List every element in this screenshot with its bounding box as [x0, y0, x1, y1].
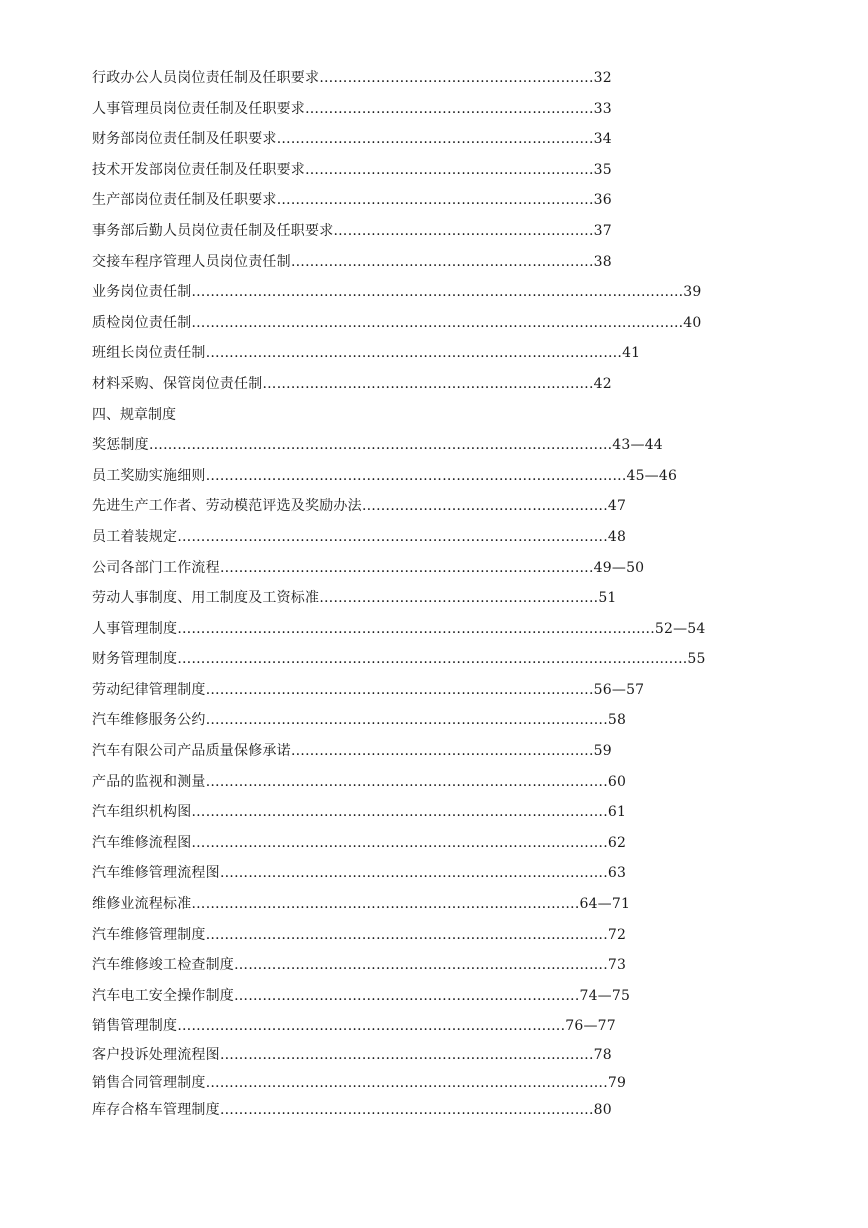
- toc-entry[interactable]: [92, 216, 792, 247]
- toc-entry-label: 汽车维修服务公约: [92, 712, 206, 729]
- toc-entry[interactable]: [92, 981, 792, 1012]
- toc-entry-leader: ………………………………………………………: [290, 743, 590, 760]
- toc-entry[interactable]: [92, 124, 792, 155]
- toc-entry[interactable]: [92, 247, 792, 278]
- toc-entry-page: .36: [589, 192, 612, 209]
- toc-entry-page: .34: [589, 131, 612, 148]
- toc-entry-label: 汽车电工安全操作制度: [92, 987, 234, 1004]
- toc-entry[interactable]: [92, 858, 792, 889]
- toc-entry-page: ...39: [669, 284, 702, 301]
- toc-entry-leader: ……………………………………………: [361, 498, 604, 515]
- toc-entry-leader: ………………………………………………: [333, 222, 590, 239]
- toc-entry-page: ...45—46: [612, 467, 678, 484]
- toc-entry[interactable]: [92, 889, 792, 920]
- toc-entry-page: ...43—44: [598, 437, 663, 454]
- toc-entry-label: 财务管理制度: [92, 651, 178, 668]
- toc-entry-label: 员工奖励实施细则: [92, 467, 206, 484]
- toc-entry-page: .74—75: [574, 987, 631, 1004]
- toc-entry-page: .58: [603, 712, 627, 729]
- toc-entry-leader: ……………………………………………………………: [262, 375, 590, 392]
- toc-entry[interactable]: [92, 522, 792, 553]
- toc-entry-leader: ……………………………………………………………………………: [191, 804, 604, 821]
- toc-entry[interactable]: [92, 308, 792, 339]
- toc-entry[interactable]: [92, 461, 792, 492]
- toc-entry[interactable]: [92, 430, 792, 461]
- toc-entry[interactable]: [92, 277, 792, 308]
- toc-entry-page: .61: [603, 804, 627, 821]
- toc-entry-page: .41: [617, 345, 641, 362]
- toc-entry-label: 汽车组织机构图: [92, 804, 192, 821]
- toc-entry-label: 汽车有限公司产品质量保修承诺: [92, 743, 291, 760]
- toc-entry-label: 汽车维修竣工检查制度: [92, 957, 234, 974]
- toc-entry-page: .38: [589, 253, 612, 270]
- toc-entry-leader: …………………………………………………: [319, 590, 590, 607]
- toc-entry[interactable]: [92, 1070, 792, 1098]
- toc-entry-leader: ……………………………………………………: [305, 161, 589, 178]
- toc-entry-page: .33: [589, 100, 612, 117]
- toc-entry-leader: ………………………………………………………: [290, 253, 590, 270]
- toc-entry-page: .42: [589, 375, 612, 392]
- toc-entry-label: 员工着装规定: [92, 528, 178, 545]
- toc-entry-label: 班组长岗位责任制: [92, 345, 206, 362]
- toc-entry-page: .80: [589, 1102, 612, 1118]
- toc-entry-page: .47: [603, 498, 627, 515]
- section-heading: 四、规章制度: [92, 406, 176, 423]
- toc-entry-leader: ………………………………………………………………………………: [177, 528, 604, 545]
- toc-entry-leader: …………………………………………………: [319, 70, 590, 86]
- toc-entry[interactable]: [92, 94, 792, 125]
- toc-entry-page: .48: [603, 528, 627, 545]
- toc-entry[interactable]: [92, 767, 792, 798]
- toc-entry-page: .59: [589, 743, 612, 760]
- toc-entry-page: .72: [603, 926, 627, 943]
- toc-entry[interactable]: [92, 797, 792, 828]
- toc-entry[interactable]: [92, 828, 792, 859]
- toc-entry-page: .64—71: [574, 896, 631, 913]
- toc-entry-label: 事务部后勤人员岗位责任制及任职要求: [92, 222, 334, 239]
- toc-entry-label: 先进生产工作者、劳动模范评选及奖励办法: [92, 498, 362, 515]
- toc-entry-leader: …………………………………………………………………………: [205, 712, 604, 729]
- toc-entry[interactable]: [92, 491, 792, 522]
- toc-entry-leader: ………………………………………………………………………: [219, 865, 604, 882]
- toc-entry[interactable]: [92, 1097, 792, 1125]
- table-of-contents: [92, 63, 792, 1125]
- toc-entry[interactable]: [92, 1011, 792, 1042]
- toc-entry-label: 汽车维修流程图: [92, 834, 192, 851]
- toc-entry-label: 维修业流程标准: [92, 896, 192, 913]
- toc-entry-leader: ………………………………………………………………………: [205, 681, 590, 698]
- toc-entry-leader: ………………………………………………………………..………………………: [191, 284, 670, 301]
- toc-entry-leader: …………………………………………………………………………: [205, 773, 604, 790]
- toc-entry-label: 销售管理制度: [92, 1018, 178, 1035]
- toc-entry[interactable]: [92, 63, 792, 94]
- toc-entry[interactable]: [92, 553, 792, 584]
- toc-entry-leader: …………………………………………………………………………: [205, 926, 604, 943]
- toc-entry-label: 人事管理员岗位责任制及任职要求: [92, 100, 305, 117]
- toc-entry-label: 技术开发部岗位责任制及任职要求: [92, 161, 305, 178]
- toc-entry[interactable]: [92, 705, 792, 736]
- toc-entry[interactable]: [92, 614, 792, 645]
- toc-entry-label: 汽车维修管理流程图: [92, 865, 220, 882]
- toc-entry[interactable]: [92, 583, 792, 614]
- toc-entry-leader: ………………………………………………………………: [234, 987, 575, 1004]
- toc-entry[interactable]: [92, 185, 792, 216]
- toc-entry[interactable]: [92, 950, 792, 981]
- toc-entry-page: .37: [589, 222, 612, 239]
- toc-entry-leader: ……………………………………..……………………………………: [205, 467, 613, 484]
- toc-entry-label: 产品的监视和测量: [92, 773, 206, 790]
- toc-entry-label: 行政办公人员岗位责任制及任职要求: [92, 70, 320, 86]
- toc-entry-label: 质检岗位责任制: [92, 314, 192, 331]
- toc-entry[interactable]: [92, 644, 792, 675]
- toc-entry-page: .62: [603, 834, 627, 851]
- toc-entry[interactable]: [92, 675, 792, 706]
- toc-entry-label: 客户投诉处理流程图: [92, 1047, 220, 1063]
- toc-entry[interactable]: [92, 736, 792, 767]
- toc-entry-leader: …………………………………………………………: [276, 131, 590, 148]
- toc-entry-label: 库存合格车管理制度: [92, 1102, 220, 1118]
- toc-entry-label: 销售合同管理制度: [92, 1074, 206, 1091]
- toc-entry-leader: …………………………………………………………………………: [205, 1074, 604, 1091]
- toc-entry-page: .60: [603, 773, 627, 790]
- toc-entry-leader: ……………………………………………………………………: [219, 559, 590, 576]
- toc-entry-label: 汽车维修管理制度: [92, 926, 206, 943]
- toc-entry-leader: ……………………………………………………………………………: [205, 345, 618, 362]
- toc-entry-page: ...52—54: [640, 620, 706, 637]
- toc-entry-label: 劳动纪律管理制度: [92, 681, 206, 698]
- toc-entry-leader: ………………………………………………………………………: [177, 1018, 561, 1035]
- toc-entry-label: 材料采购、保管岗位责任制: [92, 375, 263, 392]
- toc-entry-leader: ………………………………………………………………..………………………: [191, 314, 670, 331]
- toc-entry-leader: ……………………………………………………………………: [234, 957, 604, 974]
- toc-entry-leader: ………………………………………………………………..……………………: [177, 651, 641, 668]
- toc-entry-page: .76—77: [560, 1018, 616, 1035]
- toc-entry-page: .49—50: [589, 559, 645, 576]
- toc-entry[interactable]: [92, 155, 792, 186]
- toc-entry-leader: ………………………………………………………………..……………………: [177, 620, 641, 637]
- toc-entry-page: .79: [603, 1074, 627, 1091]
- toc-entry[interactable]: [92, 1042, 792, 1070]
- toc-entry-page: ...40: [669, 314, 702, 331]
- toc-entry-page: .63: [603, 865, 627, 882]
- toc-entry-page: ..........55: [640, 651, 706, 668]
- toc-entry-leader: …………………………………………………………………..………………: [148, 437, 599, 454]
- toc-entry-label: 劳动人事制度、用工制度及工资标准: [92, 590, 320, 607]
- toc-entry-label: 人事管理制度: [92, 620, 178, 637]
- toc-entry-leader: ……………………………………………………: [305, 100, 589, 117]
- toc-entry-label: 生产部岗位责任制及任职要求: [92, 192, 277, 209]
- toc-entry[interactable]: [92, 338, 792, 369]
- toc-entry-leader: …………………………………………………………: [276, 192, 590, 209]
- toc-entry-page: .73: [603, 957, 627, 974]
- toc-entry[interactable]: [92, 920, 792, 951]
- toc-entry-label: 交接车程序管理人员岗位责任制: [92, 253, 291, 270]
- toc-entry-leader: ………………………………………………………………………: [191, 896, 575, 913]
- toc-entry-label: 奖惩制度: [92, 437, 149, 454]
- toc-entry[interactable]: [92, 369, 792, 400]
- toc-entry-page: ..51: [589, 590, 617, 607]
- toc-entry-label: 公司各部门工作流程: [92, 559, 220, 576]
- toc-entry-leader: ……………………………………………………………………: [219, 1047, 590, 1063]
- toc-entry-page: .35: [589, 161, 612, 178]
- toc-entry-label: 业务岗位责任制: [92, 284, 192, 301]
- toc-entry-page: .56—57: [589, 681, 645, 698]
- toc-entry-label: 财务部岗位责任制及任职要求: [92, 131, 277, 148]
- toc-entry-page: .78: [589, 1047, 612, 1063]
- toc-entry-leader: ……………………………………………………………………: [219, 1102, 590, 1118]
- toc-entry-page: .32: [589, 70, 612, 86]
- toc-entry-leader: ……………………………………………………………………………: [191, 834, 604, 851]
